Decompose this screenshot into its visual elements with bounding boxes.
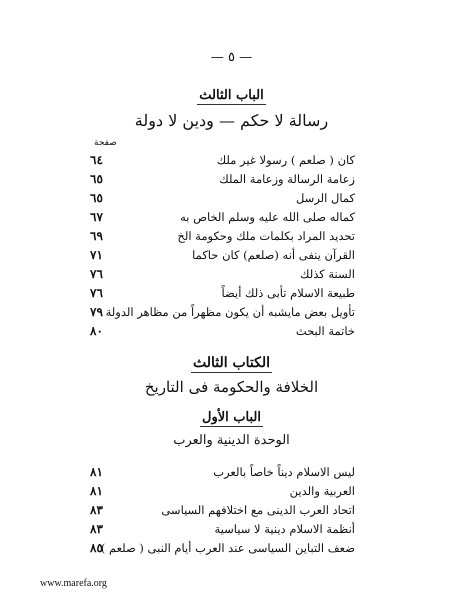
toc-entry-title: ضعف التباين السياسى عند العرب أيام النبى ( صلعم ) bbox=[100, 541, 355, 555]
toc-entry-title: كمال الرسل bbox=[295, 191, 355, 205]
toc-entry-title: السنة كذلك bbox=[300, 267, 355, 281]
toc-entry-page: ٨١ bbox=[90, 484, 103, 498]
toc-entry bbox=[90, 151, 355, 170]
toc-entry-page: ٦٩ bbox=[90, 229, 103, 243]
toc-entry bbox=[90, 482, 355, 501]
toc-entry-title: كان ( صلعم ) رسولا غير ملك bbox=[216, 153, 355, 167]
toc-entry bbox=[90, 520, 355, 539]
toc-entry-page: ٧٩ bbox=[90, 305, 103, 319]
toc-entry-title: تحديد المراد بكلمات ملك وحكومة الخ bbox=[177, 229, 355, 243]
toc-entry-title: ليس الاسلام ديناً خاصاً بالعرب bbox=[213, 465, 355, 479]
toc-entry-page: ٧٦ bbox=[90, 286, 103, 300]
toc-entry bbox=[90, 265, 355, 284]
toc-entry bbox=[90, 322, 355, 341]
toc-entry bbox=[90, 246, 355, 265]
toc-entry-title: تأويل بعض مايشبه أن يكون مظهراً من مظاهر الدولة bbox=[105, 305, 355, 319]
toc-entry-page: ٧٦ bbox=[90, 267, 103, 281]
toc-entry-title: كماله صلى الله عليه وسلم الخاص به bbox=[180, 210, 355, 224]
toc-list-section1 bbox=[90, 151, 355, 341]
toc-entry-title: خاتمة البحث bbox=[295, 324, 355, 338]
toc-entry bbox=[90, 208, 355, 227]
toc-entry-page: ٦٤ bbox=[90, 153, 103, 167]
website-footer: www.marefa.org bbox=[40, 578, 107, 589]
page-column-label: صفحة bbox=[94, 138, 117, 148]
toc-entry bbox=[90, 284, 355, 303]
toc-entry bbox=[90, 539, 355, 558]
chapter-title: الوحدة الدينية والعرب bbox=[173, 433, 290, 448]
toc-entry-title: القرآن ينفى أنه (صلعم) كان حاكما bbox=[192, 248, 355, 262]
toc-entry-page: ٨١ bbox=[90, 465, 103, 479]
chapter-title: رسالة لا حكم — ودين لا دولة bbox=[134, 111, 329, 130]
toc-entry-title: زعامة الرسالة وزعامة الملك bbox=[219, 172, 355, 186]
toc-entry-page: ٦٥ bbox=[90, 191, 103, 205]
chapter-label: الباب الثالث bbox=[199, 88, 264, 103]
toc-entry-page: ٨٥ bbox=[90, 541, 103, 555]
toc-entry bbox=[90, 501, 355, 520]
toc-entry-page: ٨٣ bbox=[90, 503, 103, 517]
toc-entry-title: اتحاد العرب الدينى مع اختلافهم السياسى bbox=[161, 503, 355, 517]
chapter-heading bbox=[0, 88, 463, 105]
toc-entry-page: ٦٧ bbox=[90, 210, 103, 224]
toc-entry bbox=[90, 227, 355, 246]
toc-entry-page: ٦٥ bbox=[90, 172, 103, 186]
book-title: الخلافة والحكومة فى التاريخ bbox=[144, 378, 319, 396]
chapter-label: الباب الأول bbox=[202, 410, 261, 425]
toc-list-section2 bbox=[90, 463, 355, 558]
toc-entry-page: ٨٣ bbox=[90, 522, 103, 536]
toc-entry-title: العربية والدين bbox=[289, 484, 355, 498]
book-heading bbox=[0, 355, 463, 373]
toc-entry bbox=[90, 303, 355, 322]
toc-entry-title: أنظمة الاسلام دينية لا سياسية bbox=[214, 522, 355, 536]
toc-entry bbox=[90, 189, 355, 208]
toc-entry bbox=[90, 463, 355, 482]
toc-entry bbox=[90, 170, 355, 189]
toc-entry-title: طبيعة الاسلام تأبى ذلك أيضاً bbox=[221, 286, 355, 300]
toc-entry-page: ٨٠ bbox=[90, 324, 103, 338]
page-number-mark: — ٥ — bbox=[210, 50, 253, 65]
book-label: الكتاب الثالث bbox=[192, 355, 271, 371]
chapter-heading bbox=[0, 410, 463, 427]
toc-entry-page: ٧١ bbox=[90, 248, 103, 262]
